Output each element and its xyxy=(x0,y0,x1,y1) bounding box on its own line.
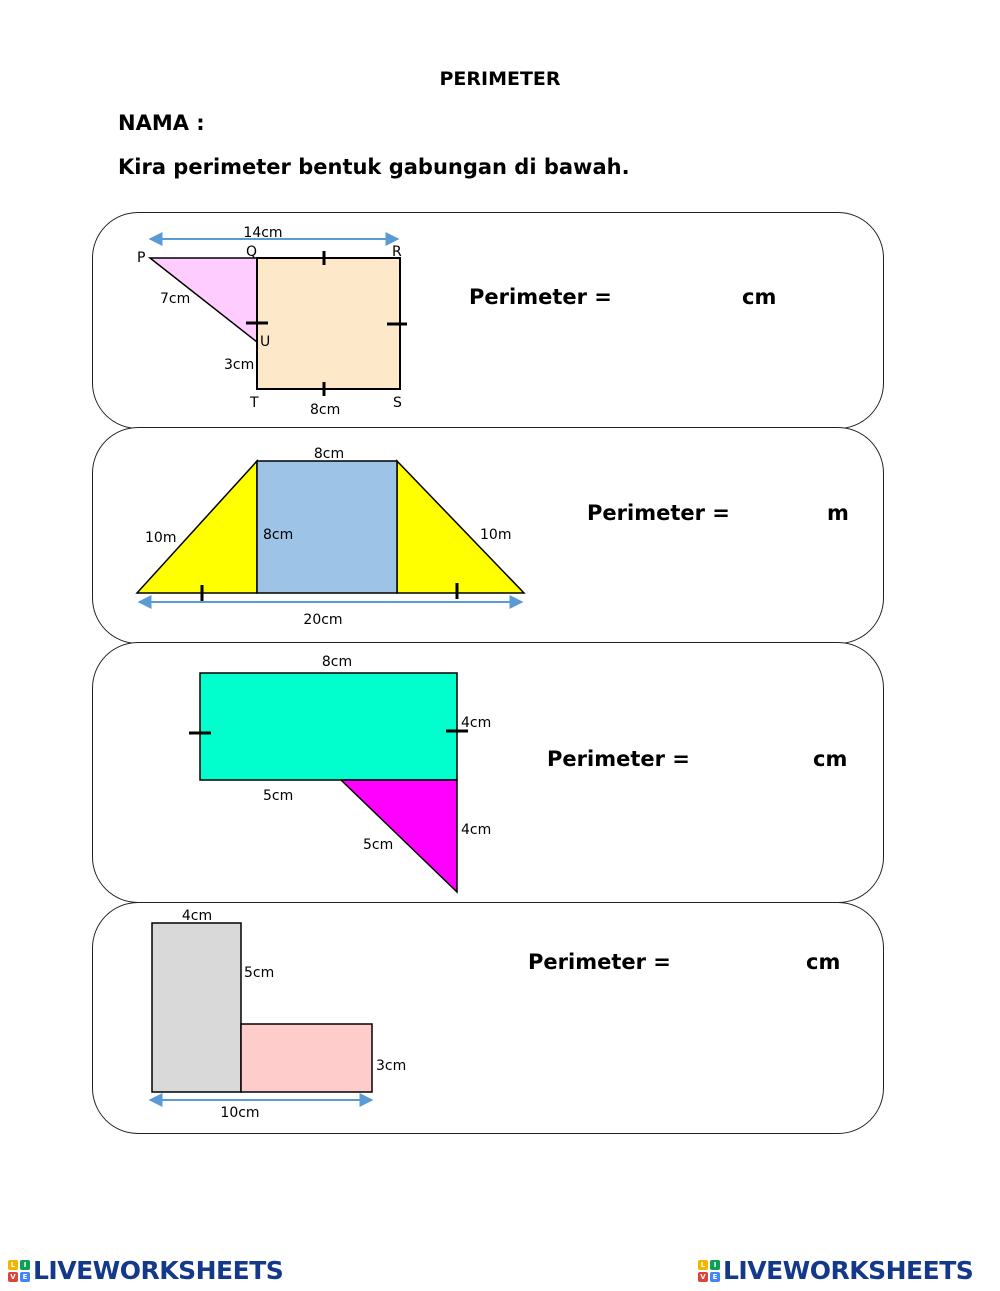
logo-text: LIVEWORKSHEETS xyxy=(33,1256,284,1285)
label-middle: 8cm xyxy=(263,527,294,543)
label-pu: 7cm xyxy=(160,291,191,307)
page-title: PERIMETER xyxy=(439,68,561,90)
label-left: 10m xyxy=(145,530,177,546)
name-label: NAMA : xyxy=(118,111,205,135)
liveworksheets-logo[interactable] xyxy=(8,1256,283,1285)
label-right: 10m xyxy=(480,527,512,543)
label-hyp: 5cm xyxy=(363,837,394,853)
label-right: 3cm xyxy=(376,1058,407,1074)
perimeter-label: Perimeter = xyxy=(528,950,671,974)
perimeter-label: Perimeter = xyxy=(547,747,690,771)
unit-label: cm xyxy=(806,950,841,974)
label-inner: 5cm xyxy=(244,965,275,981)
instruction: Kira perimeter bentuk gabungan di bawah. xyxy=(118,155,630,179)
label-top: 4cm xyxy=(181,908,213,924)
label-t: T xyxy=(250,395,259,411)
logo-icon: L I V E xyxy=(698,1260,720,1282)
unit-label: cm xyxy=(813,747,848,771)
short-rectangle xyxy=(241,1024,372,1092)
unit-label: cm xyxy=(742,285,777,309)
tall-rectangle xyxy=(152,923,241,1092)
label-u: U xyxy=(260,334,271,350)
label-top: 8cm xyxy=(321,654,353,670)
logo-icon: L I V E xyxy=(8,1260,30,1282)
label-q: Q xyxy=(246,244,258,260)
label-top: 8cm xyxy=(313,446,345,462)
label-bottom: 20cm xyxy=(303,612,343,628)
label-ut: 3cm xyxy=(224,357,255,373)
answer-input-4[interactable] xyxy=(670,948,794,980)
label-side: 4cm xyxy=(461,715,492,731)
perimeter-label: Perimeter = xyxy=(587,501,730,525)
label-r: R xyxy=(392,244,402,260)
label-14cm: 14cm xyxy=(243,225,283,241)
label-p: P xyxy=(137,250,146,266)
label-ts: 8cm xyxy=(310,402,341,418)
logo-text: LIVEWORKSHEETS xyxy=(723,1256,974,1285)
label-bottom: 5cm xyxy=(263,788,294,804)
label-tri: 4cm xyxy=(461,822,492,838)
label-s: S xyxy=(393,395,402,411)
liveworksheets-logo[interactable] xyxy=(698,1256,973,1285)
perimeter-label: Perimeter = xyxy=(469,285,612,309)
label-bottom: 10cm xyxy=(220,1105,260,1121)
unit-label: m xyxy=(827,501,849,525)
